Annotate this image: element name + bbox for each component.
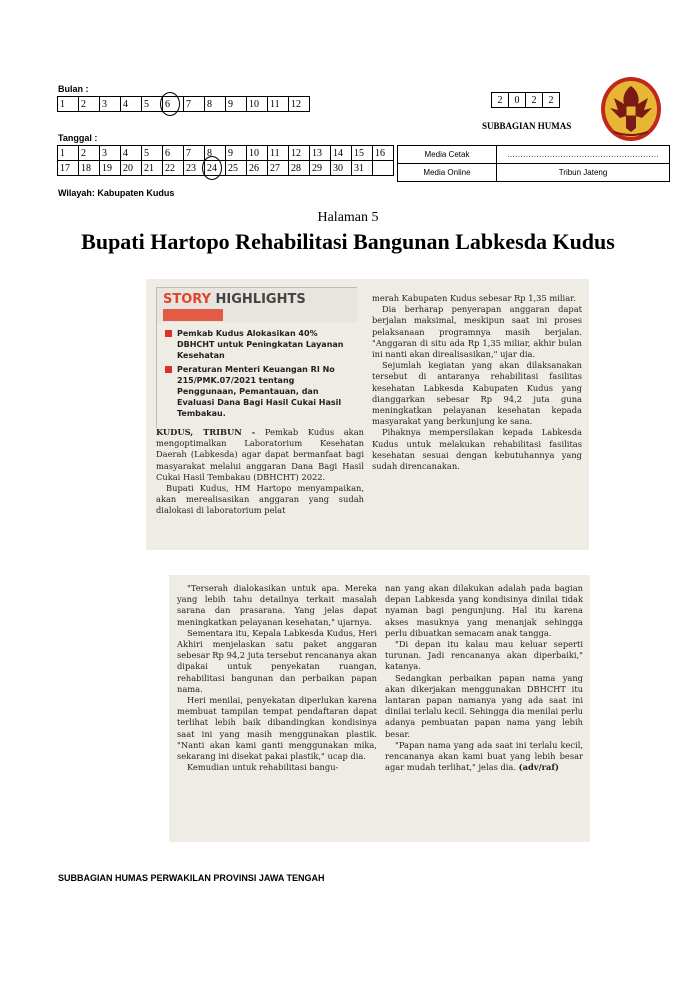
footer-label: SUBBAGIAN HUMAS PERWAKILAN PROVINSI JAWA TENGAH (58, 873, 325, 883)
month-cell: 10 (247, 97, 268, 112)
media-cetak-label: Media Cetak (398, 146, 497, 164)
day-cell: 15 (352, 146, 373, 161)
signoff: (adv/raf) (518, 762, 559, 773)
article-column-1: KUDUS, TRIBUN - Pemkab Kudus akan mengoptimalkan Laboratorium Kesehatan Daerah (Labkesda) agar dapat bermanfaat bagi masyarakat melalui anggaran Dana Bagi Hasil Cukai Hasil Tembakau (DBHCHT) 2022. Bupati Kudus, HM Hartopo menyampaikan, akan merealisasikan anggaran yang sudah dialokasi di laboratorium pelat (156, 427, 364, 516)
day-cell: 20 (121, 161, 142, 176)
month-cell: 12 (289, 97, 310, 112)
year-digit-cell: 2 (526, 93, 543, 108)
day-cell: 18 (79, 161, 100, 176)
media-online-label: Media Online (398, 164, 497, 182)
year-digit-cell: 0 (509, 93, 526, 108)
year-table (491, 92, 560, 108)
selection-circle (160, 92, 180, 116)
day-cell: 30 (331, 161, 352, 176)
day-cell: 22 (163, 161, 184, 176)
day-cell: 2 (79, 146, 100, 161)
tanggal-label: Tanggal : (58, 133, 98, 143)
month-cell: 11 (268, 97, 289, 112)
article-title: Bupati Hartopo Rehabilitasi Bangunan Labkesda Kudus (81, 229, 615, 254)
media-online-value: Tribun Jateng (497, 164, 670, 182)
month-cell: 9 (226, 97, 247, 112)
year-digit-cell: 2 (543, 93, 560, 108)
day-cell: 10 (247, 146, 268, 161)
news-clipping-1 (146, 279, 589, 550)
day-cell: 9 (226, 146, 247, 161)
day-cell: 29 (310, 161, 331, 176)
month-cell: 4 (121, 97, 142, 112)
month-cell: 7 (184, 97, 205, 112)
month-cell: 8 (205, 97, 226, 112)
story-highlights-title: STORY HIGHLIGHTS (157, 288, 357, 322)
day-cell: 27 (268, 161, 289, 176)
month-cell: 2 (79, 97, 100, 112)
department-label: SUBBAGIAN HUMAS (482, 121, 572, 131)
day-cell: 25 (226, 161, 247, 176)
month-cell: 3 (100, 97, 121, 112)
day-cell: 8 (205, 146, 226, 161)
article-column-3: "Terserah dialokasikan untuk apa. Mereka yang lebih tahu detailnya terkait masalah sarana dan prasarana. Yang jelas dapat meningkatkan pelayanan kesehatan," ujarnya. Sementara itu, Kepala Labkesda Kudus, Heri Akhiri menjelaskan satu paket anggaran sebesar Rp 94,2 juta tersebut rencananya akan dipakai untuk penyekatan ruangan, rehabilitasi bangunan dan perbaikan papan nama. Heri menilai, penyekatan diperlukan karena membuat tampilan tempat pendaftaran dapat terlihat lebih baik dibandingkan kondisinya saat ini yang masih menggunakan plastik. "Nanti akan kami ganti menggunakan mika, sekarang ini disekat pakai plastik," ucap dia. Kemudian untuk rehabilitasi bangu- (177, 583, 377, 773)
article-column-2: merah Kabupaten Kudus sebesar Rp 1,35 miliar. Dia berharap penyerapan anggaran dapat berjalan maksimal, meskipun saat ini proses pelaksanaan programnya masih berjalan. "Anggaran di situ ada Rp 1,35 miliar, akhir bulan ini nanti akan direalisasikan," ujar dia. Sejumlah kegiatan yang akan dilaksanakan tersebut di antaranya rehabilitasi fasilitas kesehatan Labkesda Kabupaten Kudus yang dianggarkan sebesar Rp 94,2 juta guna meningkatkan pelayanan kesehatan kepada masyarakat yang berkunjung ke sana. Pihaknya mempersilakan kepada Labkesda Kudus untuk melakukan rehabilitasi fasilitas kesehatan sesuai dengan kebutuhannya yang sudah direncanakan. (372, 293, 582, 472)
day-cell: 17 (58, 161, 79, 176)
day-cell: 4 (121, 146, 142, 161)
day-cell: 12 (289, 146, 310, 161)
day-cell: 13 (310, 146, 331, 161)
day-cell: 6 (163, 146, 184, 161)
day-table (57, 145, 394, 176)
day-cell: 31 (352, 161, 373, 176)
media-table (397, 145, 670, 182)
bulan-label: Bulan : (58, 84, 89, 94)
month-cell: 5 (142, 97, 163, 112)
selection-circle (202, 156, 222, 180)
day-cell: 11 (268, 146, 289, 161)
dateline: KUDUS, TRIBUN - (156, 427, 256, 437)
story-highlights-box (156, 287, 357, 428)
day-cell: 28 (289, 161, 310, 176)
day-cell (373, 161, 394, 176)
day-cell: 24 (205, 161, 226, 176)
highlight-item: Pemkab Kudus Alokasikan 40% DBHCHT untuk Peningkatan Layanan Kesehatan (165, 328, 349, 361)
month-table (57, 96, 310, 112)
media-cetak-value: ………………………………………………… (497, 146, 670, 164)
region-label: Wilayah: Kabupaten Kudus (58, 188, 175, 198)
day-cell: 19 (100, 161, 121, 176)
news-clipping-2 (169, 575, 590, 842)
highlight-item: Peraturan Menteri Keuangan RI No 215/PMK.07/2021 tentang Penggunaan, Pemantauan, dan Evaluasi Dana Bagi Hasil Cukai Hasil Tembakau. (165, 364, 349, 419)
day-cell: 21 (142, 161, 163, 176)
month-cell: 6 (163, 97, 184, 112)
page-number: Halaman 5 (317, 210, 379, 225)
day-cell: 3 (100, 146, 121, 161)
day-cell: 14 (331, 146, 352, 161)
garuda-emblem-icon (600, 76, 662, 142)
year-digit-cell: 2 (492, 93, 509, 108)
article-column-4: nan yang akan dilakukan adalah pada bagian depan Labkesda yang kondisinya dinilai tidak nyaman bagi pengunjung. Hal itu karena akses masuknya yang menanjak sehingga perlu dibuatkan semacam anak tangga. "Di depan itu kalau mau keluar seperti turunan. Jadi rencananya akan diperbaiki," katanya. Sedangkan perbaikan papan nama yang akan dikerjakan menggunakan DBHCHT itu lantaran papan namanya yang ada saat ini dinilai terlalu kecil. Sehingga dia menilai perlu adanya pembuatan papan nama yang lebih besar. "Papan nama yang ada saat ini terlalu kecil, rencananya akan kami buat yang lebih besar agar mudah terlihat," jelas dia. (adv/raf) (385, 583, 584, 773)
day-cell: 23 (184, 161, 205, 176)
day-cell: 5 (142, 146, 163, 161)
day-cell: 26 (247, 161, 268, 176)
day-cell: 7 (184, 146, 205, 161)
month-cell: 1 (58, 97, 79, 112)
day-cell: 1 (58, 146, 79, 161)
day-cell: 16 (373, 146, 394, 161)
